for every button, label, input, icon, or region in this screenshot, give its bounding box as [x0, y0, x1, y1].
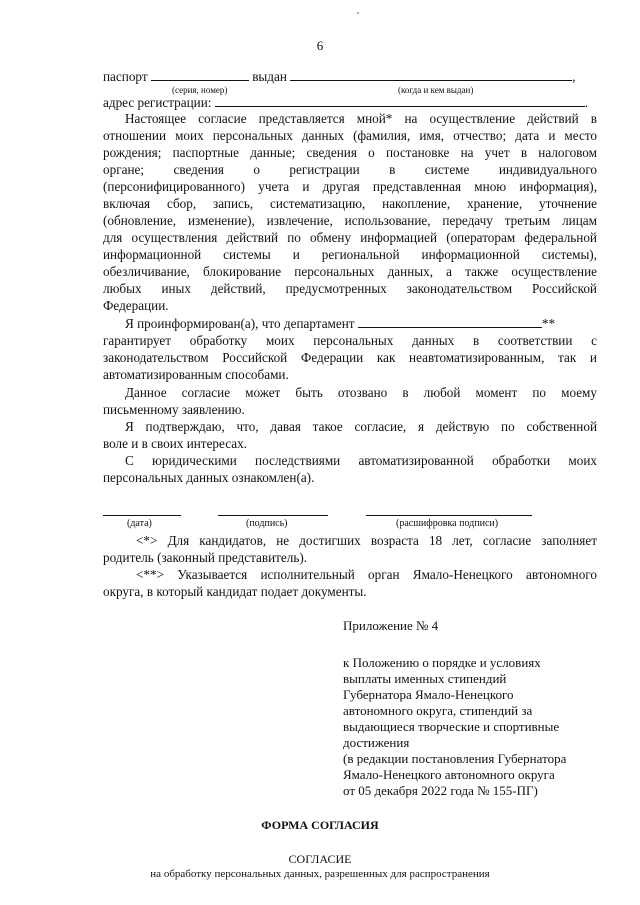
consent-line: любых иных действий, предусмотренных законодательством Российской: [103, 281, 597, 296]
informed-last-line: автоматизированным способами.: [103, 367, 289, 382]
scan-dot: [357, 12, 359, 14]
consent-line: обезличивание, блокирование персональных данных, а также осуществление: [103, 264, 597, 279]
address-period: .: [584, 95, 589, 110]
series-caption: (серия, номер): [172, 85, 228, 95]
informed-text: Я проинформирован(а), что департамент: [125, 316, 355, 331]
appendix-line: выдающиеся творческие и спортивные: [343, 719, 560, 734]
consent-line: органе; сведения о регистрации в системе индивидуального: [103, 162, 597, 177]
passport-series-field[interactable]: [151, 68, 249, 81]
footnote-one-cont: родитель (законный представитель).: [103, 550, 308, 565]
acquainted-line: С юридическими последствиями автоматизированной обработки моих: [125, 453, 597, 468]
consent-line: отношении моих персональных данных (фамилия, имя, отчество; дата и место: [103, 128, 597, 143]
department-field[interactable]: [358, 315, 542, 328]
decode-caption: (расшифровка подписи): [396, 518, 499, 529]
appendix-line: к Положению о порядке и условиях: [343, 655, 541, 670]
appendix-line: (в редакции постановления Губернатора: [343, 751, 567, 766]
appendix-line: достижения: [343, 735, 410, 750]
consent-line: рождения; паспортные данные; сведения о постановке на учет в налоговом: [103, 145, 597, 160]
informed-row: [125, 315, 597, 332]
consent-last-line: Федерации.: [103, 298, 169, 313]
passport-label: паспорт: [103, 69, 148, 84]
consent-line: информационной системы и региональной информационной системы),: [103, 247, 597, 262]
revocable-line: Данное согласие может быть отозвано в любой момент по моему: [125, 385, 597, 400]
appendix-line: выплаты именных стипендий: [343, 671, 507, 686]
informed-line: гарантирует обработку моих персональных данных в соответствии с: [103, 333, 597, 348]
issued-by-field[interactable]: [290, 68, 572, 81]
form-heading: СОГЛАСИЕ: [288, 852, 352, 866]
confirm-line: Я подтверждаю, что, давая такое согласие, я действую по собственной: [125, 419, 597, 434]
signature-caption: (подпись): [246, 518, 288, 529]
decode-field[interactable]: [366, 515, 532, 516]
appendix-line: автономного округа, стипендий за: [343, 703, 533, 718]
consent-line: для осуществления действий по обмену информацией (операторам федеральной: [103, 230, 597, 245]
address-label: адрес регистрации:: [103, 95, 212, 110]
passport-comma: ,: [572, 69, 576, 84]
date-field[interactable]: [103, 515, 181, 516]
appendix-line: Губернатора Ямало-Ненецкого: [343, 687, 514, 702]
issued-caption: (когда и кем выдан): [398, 85, 474, 95]
passport-row: [103, 68, 597, 85]
appendix-title: Приложение № 4: [343, 618, 439, 633]
appendix-line: Ямало-Ненецкого автономного округа: [343, 767, 555, 782]
consent-line: (персонифицированного) учета и другая представленная мною информация),: [103, 179, 597, 194]
form-title: ФОРМА СОГЛАСИЯ: [261, 818, 379, 832]
footnote-one: <*> Для кандидатов, не достигших возраста 18 лет, согласие заполняет: [136, 533, 597, 548]
address-field[interactable]: [215, 94, 585, 107]
footnote-two-cont: округа, в который кандидат подает документы.: [103, 584, 367, 599]
confirm-line: воле и в своих интересах.: [103, 436, 247, 451]
signature-field[interactable]: [218, 515, 328, 516]
date-caption: (дата): [127, 518, 152, 529]
page-number: 6: [316, 38, 324, 53]
address-row: [103, 94, 597, 111]
revocable-line: письменному заявлению.: [103, 402, 245, 417]
acquainted-line: персональных данных ознакомлен(а).: [103, 470, 315, 485]
consent-line: (обновление, изменение), извлечение, использование, передачу третьим лицам: [103, 213, 597, 228]
informed-line: законодательством Российской Федерации как неавтоматизированным, так и: [103, 350, 597, 365]
issued-label: выдан: [252, 69, 287, 84]
form-subheading: на обработку персональных данных, разрешенных для распространения: [150, 868, 490, 880]
footnote-two: <**> Указывается исполнительный орган Ямало-Ненецкого автономного: [136, 567, 597, 582]
consent-line: включая сбор, запись, систематизацию, накопление, хранение, уточнение: [103, 196, 597, 211]
consent-line: Настоящее согласие представляется мной* на осуществление действий в: [125, 111, 597, 126]
informed-stars: **: [541, 316, 556, 331]
appendix-line: от 05 декабря 2022 года № 155-ПГ): [343, 783, 538, 798]
